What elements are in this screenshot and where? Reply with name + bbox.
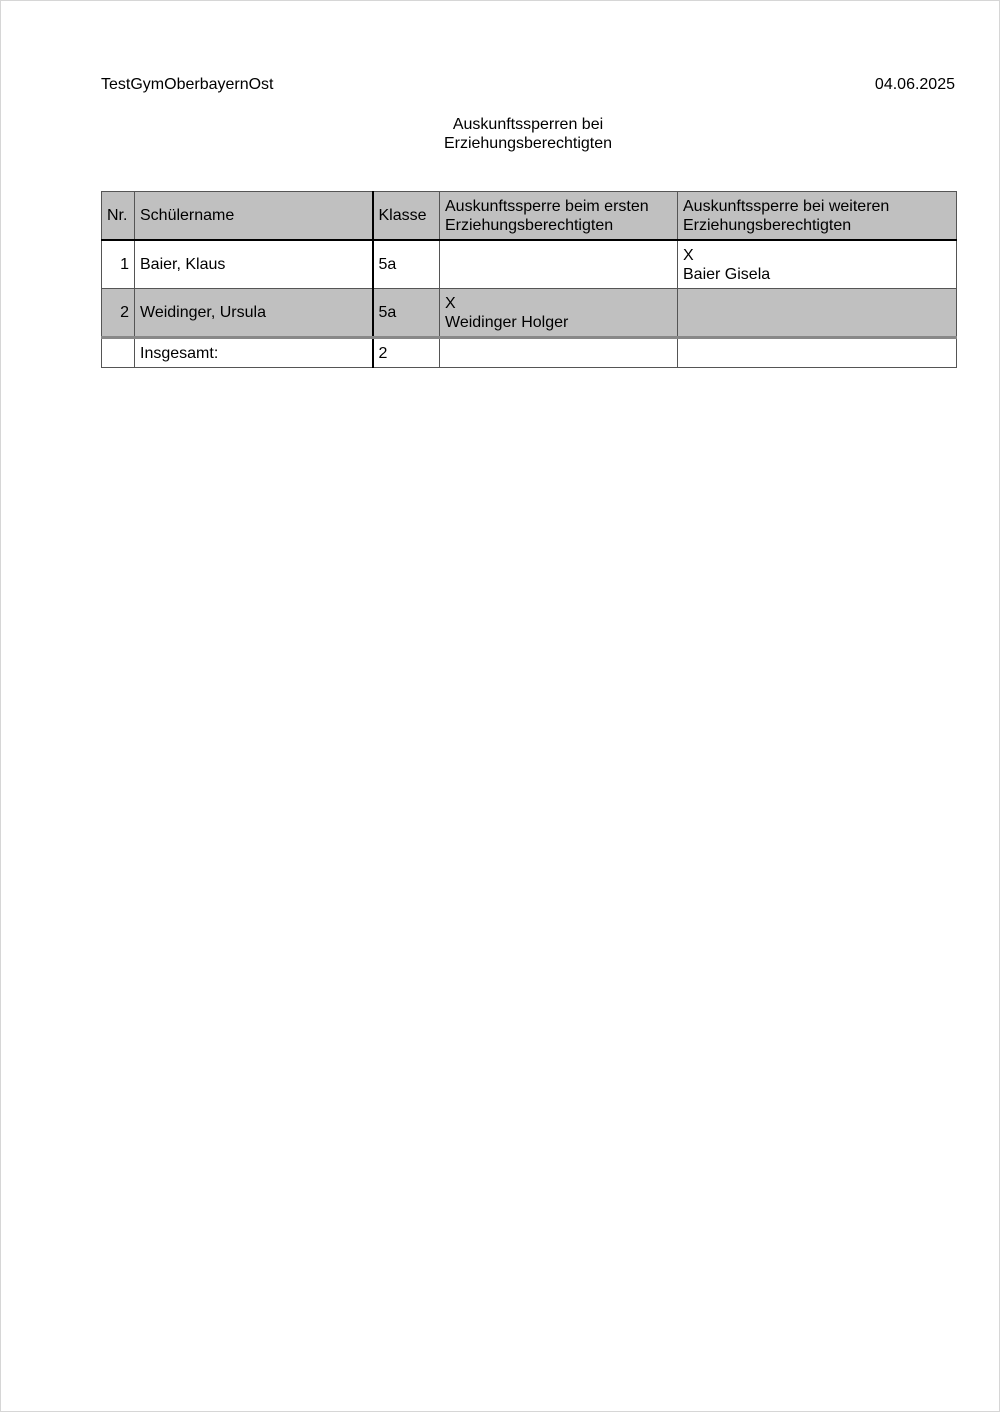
column-header-nr: Nr. <box>102 192 135 241</box>
cell-klasse: 5a <box>373 289 440 338</box>
cell-total-empty <box>440 338 678 368</box>
cell-total-empty <box>102 338 135 368</box>
table-total-row <box>102 338 957 368</box>
table-header-row <box>102 192 957 241</box>
cell-erster-name: Weidinger Holger <box>445 313 569 331</box>
cell-erster <box>440 289 678 338</box>
column-header-erster <box>440 192 678 241</box>
report-title-line2: Erziehungsberechtigten <box>443 135 613 152</box>
column-header-klasse: Klasse <box>373 192 440 241</box>
column-header-weitere-line2: Erziehungsberechtigten <box>683 216 852 234</box>
total-value: 2 <box>373 338 440 368</box>
column-header-weitere <box>678 192 957 241</box>
cell-weitere <box>678 289 957 338</box>
column-header-weitere-line1: Auskunftssperre bei weiteren <box>683 197 890 215</box>
cell-nr: 1 <box>102 240 135 289</box>
total-label: Insgesamt: <box>135 338 373 368</box>
cell-erster <box>440 240 678 289</box>
cell-total-empty <box>678 338 957 368</box>
report-title-line1: Auskunftssperren bei <box>452 116 604 133</box>
table-row <box>102 289 957 338</box>
cell-weitere <box>678 240 957 289</box>
school-name: TestGymOberbayernOst <box>101 76 274 93</box>
report-date: 04.06.2025 <box>874 76 955 93</box>
cell-weitere-mark: X <box>683 246 694 264</box>
cell-name: Baier, Klaus <box>135 240 373 289</box>
column-header-erster-line1: Auskunftssperre beim ersten <box>445 197 649 215</box>
cell-erster-mark: X <box>445 294 456 312</box>
cell-weitere-name: Baier Gisela <box>683 265 771 283</box>
report-title <box>328 115 728 153</box>
auskunftssperren-table <box>101 191 957 368</box>
table-row <box>102 240 957 289</box>
column-header-erster-line2: Erziehungsberechtigten <box>445 216 614 234</box>
cell-name: Weidinger, Ursula <box>135 289 373 338</box>
cell-nr: 2 <box>102 289 135 338</box>
column-header-name: Schülername <box>135 192 373 241</box>
cell-klasse: 5a <box>373 240 440 289</box>
